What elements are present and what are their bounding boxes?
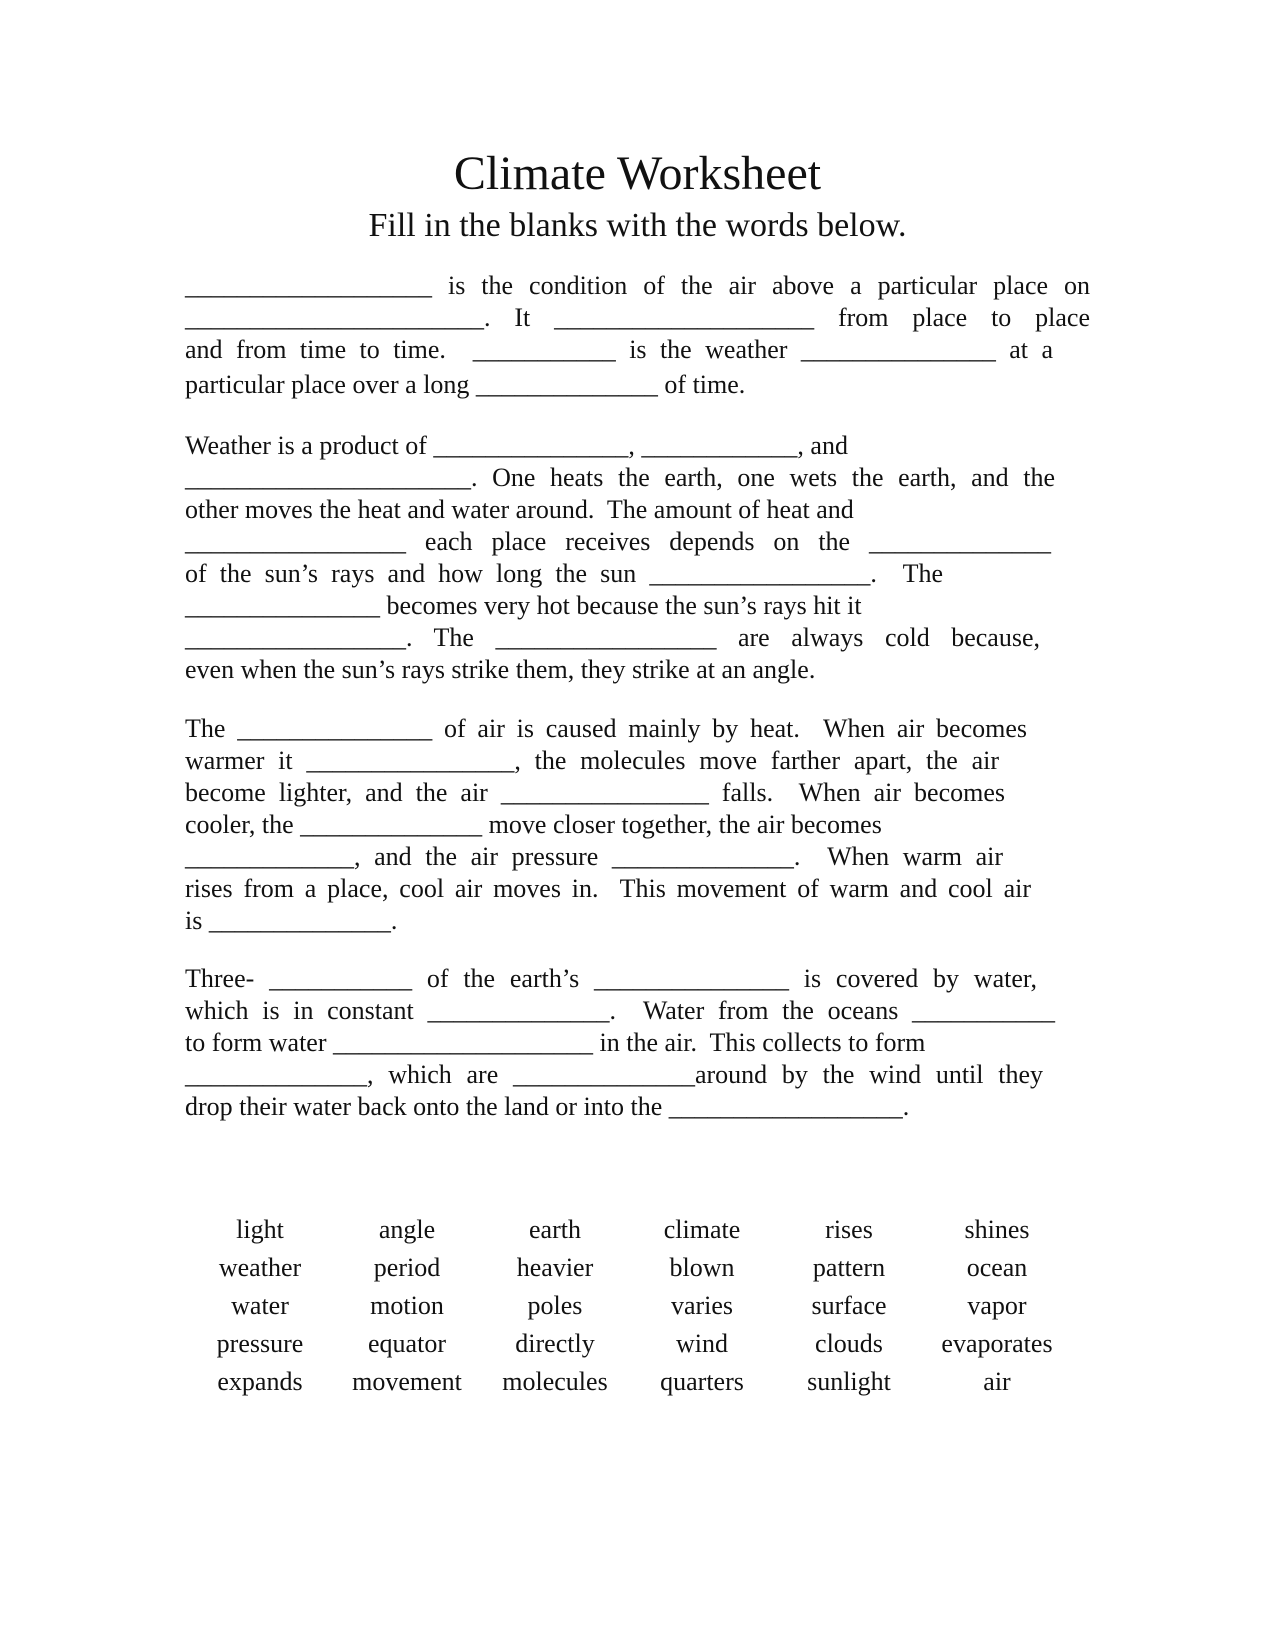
paragraph-line: to form water ____________________ in the air. This collects to form xyxy=(185,1028,926,1057)
paragraph-line: _______________ becomes very hot because the sun’s rays hit it xyxy=(185,591,862,620)
word-bank-item: blown xyxy=(669,1253,735,1282)
paragraph-line: even when the sun’s rays strike them, they strike at an angle. xyxy=(185,655,816,684)
word-bank-item: clouds xyxy=(815,1329,883,1358)
word-bank-item: molecules xyxy=(502,1367,608,1396)
word-bank-item: heavier xyxy=(516,1253,594,1282)
paragraph-line: The _______________ of air is caused mainly by heat. When air becomes xyxy=(185,714,1027,743)
paragraph-line: warmer it ________________, the molecules move farther apart, the air xyxy=(185,746,999,775)
word-bank-item: equator xyxy=(368,1329,446,1358)
word-bank-item: earth xyxy=(529,1215,581,1244)
word-bank-item: quarters xyxy=(660,1367,744,1396)
word-bank-item: water xyxy=(231,1291,289,1320)
word-bank-item: pressure xyxy=(216,1329,304,1358)
paragraph-line: ______________________. One heats the earth, one wets the earth, and the xyxy=(185,463,1055,492)
paragraph-line: is ______________. xyxy=(185,906,398,935)
word-bank-item: poles xyxy=(527,1291,583,1320)
word-bank-item: movement xyxy=(352,1367,462,1396)
paragraph-line: drop their water back onto the land or into the __________________. xyxy=(185,1092,910,1121)
word-bank-item: surface xyxy=(811,1291,887,1320)
word-bank-item: wind xyxy=(676,1329,728,1358)
paragraph-line: _____________, and the air pressure ______________. When warm air xyxy=(185,842,1003,871)
page-title: Climate Worksheet xyxy=(453,147,822,200)
paragraph-line: cooler, the ______________ move closer together, the air becomes xyxy=(185,810,882,839)
word-bank-item: angle xyxy=(378,1215,436,1244)
word-bank-item: climate xyxy=(663,1215,741,1244)
word-bank-item: expands xyxy=(217,1367,303,1396)
page-subtitle: Fill in the blanks with the words below. xyxy=(368,207,907,244)
paragraph-line: Three- ___________ of the earth’s _______________ is covered by water, xyxy=(185,964,1037,993)
paragraph-line: become lighter, and the air ________________ falls. When air becomes xyxy=(185,778,1005,807)
paragraph-line: Weather is a product of _______________, ____________, and xyxy=(185,431,848,460)
word-bank-item: weather xyxy=(218,1253,302,1282)
paragraph-line: _________________ each place receives depends on the ______________ xyxy=(185,527,1051,556)
word-bank-item: rises xyxy=(825,1215,873,1244)
word-bank-item: sunlight xyxy=(807,1367,891,1396)
word-bank-item: shines xyxy=(964,1215,1030,1244)
word-bank-item: air xyxy=(983,1367,1011,1396)
word-bank-item: motion xyxy=(370,1291,444,1320)
paragraph-line: and from time to time. ___________ is the weather _______________ at a xyxy=(185,335,1053,364)
word-bank-item: vapor xyxy=(967,1291,1027,1320)
word-bank-item: pattern xyxy=(812,1253,886,1282)
word-bank-item: period xyxy=(373,1253,441,1282)
paragraph-line: other moves the heat and water around. The amount of heat and xyxy=(185,495,854,524)
paragraph-line: ___________________ is the condition of the air above a particular place on xyxy=(185,271,1090,300)
paragraph-line: ______________, which are ______________around by the wind until they xyxy=(185,1060,1043,1089)
paragraph-line: _________________. The _________________ are always cold because, xyxy=(185,623,1040,652)
paragraph-line: of the sun’s rays and how long the sun _________________. The xyxy=(185,559,943,588)
paragraph-line: which is in constant ______________. Water from the oceans ___________ xyxy=(185,996,1055,1025)
word-bank-item: evaporates xyxy=(941,1329,1053,1358)
word-bank-item: directly xyxy=(515,1329,595,1358)
paragraph-line: rises from a place, cool air moves in. This movement of warm and cool air xyxy=(185,874,1031,903)
word-bank-item: light xyxy=(236,1215,284,1244)
paragraph-line: particular place over a long ______________ of time. xyxy=(185,370,746,399)
paragraph-line: _______________________. It ____________________ from place to place xyxy=(185,303,1090,332)
word-bank-item: ocean xyxy=(966,1253,1028,1282)
word-bank-item: varies xyxy=(670,1291,734,1320)
